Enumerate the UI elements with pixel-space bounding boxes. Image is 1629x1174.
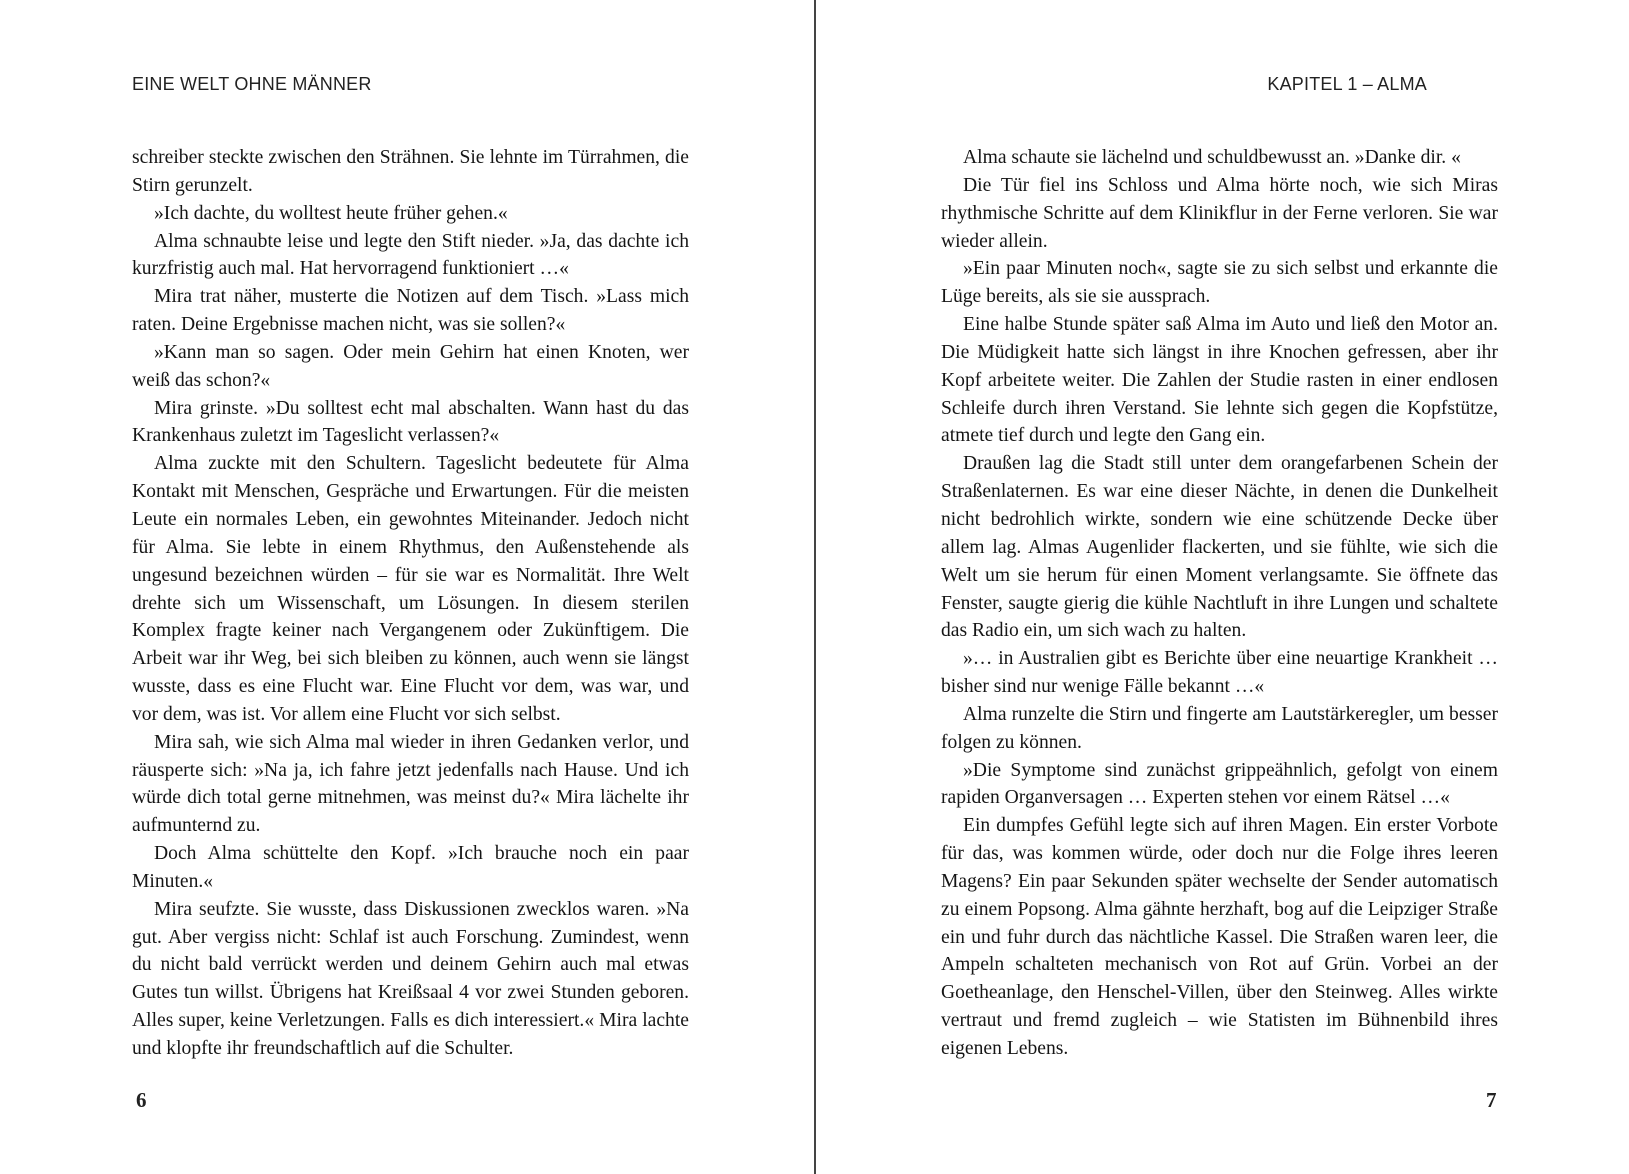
paragraph: Alma runzelte die Stirn und fingerte am Lautstärkeregler, um besser folgen zu können. [941,703,1498,753]
paragraph: Mira seufzte. Sie wusste, dass Diskussionen zwecklos waren. »Na gut. Aber vergiss nicht: Schlaf ist auch Forschung. Zumindest, wenn du nicht bald verrückt werden und deinem Gehirn auch mal etwas Gutes tun willst. Übrigens hat Kreißsaal 4 vor zwei Stunden geboren. Alles super, keine Verletzungen. Falls es dich interessiert.« Mira lachte und klopfte ihr freundschaftlich auf die Schulter. [132,898,689,1059]
paragraph: Alma schaute sie lächelnd und schuldbewusst an. »Danke dir. « [963,147,1461,168]
right-page [816,0,1629,1174]
page-number: 6 [136,1088,147,1112]
paragraph: »Ich dachte, du wolltest heute früher gehen.« [154,202,508,224]
running-head-chapter-title: KAPITEL 1 – ALMA [1267,74,1427,94]
paragraph: Draußen lag die Stadt still unter dem orangefarbenen Schein der Straßenlaternen. Es war eine dieser Nächte, in denen die Dunkelheit nicht bedrohlich wirkte, sondern wie eine schützende Decke über allem lag. Almas Augenlider flackerten, und sie fühlte, wie sich die Welt um sie herum für einen Moment verlangsamte. Sie öffnete das Fenster, saugte gierig die kühle Nachtluft in ihre Lungen und schaltete das Radio ein, um sich wach zu halten. [941,453,1498,642]
running-head-book-title: EINE WELT OHNE MÄNNER [132,74,372,94]
paragraph: Alma schnaubte leise und legte den Stift nieder. »Ja, das dachte ich kurzfristig auch mal. Hat hervorragend funktioniert …« [132,230,689,280]
paragraph: Alma zuckte mit den Schultern. Tageslicht bedeutete für Alma Kontakt mit Menschen, Gespräche und Erwartungen. Für die meisten Leute ein normales Leben, ein gewohntes Miteinander. Jedoch nicht für Alma. Sie lebte in einem Rhythmus, den Außenstehende als ungesund bezeichnen würden – für sie war es Normalität. Ihre Welt drehte sich um Wissenschaft, um Lösungen. In diesem sterilen Komplex fragte keiner nach Vergangenem oder Zukünftigem. Die Arbeit war ihr Weg, bei sich bleiben zu können, auch wenn sie längst wusste, dass es eine Flucht war. Eine Flucht vor dem, was war, und vor dem, was ist. Vor allem eine Flucht vor sich selbst. [132,453,689,725]
page-number: 7 [1486,1088,1497,1112]
left-page-body-text [132,144,689,1063]
paragraph: Mira grinste. »Du solltest echt mal abschalten. Wann hast du das Krankenhaus zuletzt im Tageslicht verlassen?« [132,397,689,447]
paragraph: »Ein paar Minuten noch«, sagte sie zu sich selbst und erkannte die Lüge bereits, als sie sie aussprach. [941,258,1498,308]
paragraph: Ein dumpfes Gefühl legte sich auf ihren Magen. Ein erster Vorbote für das, was kommen würde, oder doch nur die Folge ihres leeren Magens? Ein paar Sekunden später wechselte der Sender automatisch zu einem Popsong. Alma gähnte herzhaft, bog auf die Leipziger Straße ein und fuhr durch das nächtliche Kassel. Die Straßen waren leer, die Ampeln schalteten mechanisch von Rot auf Grün. Vorbei an der Goetheanlage, den Henschel-Villen, über den Steinweg. Alles wirkte vertraut und fremd zugleich – wie Statisten im Bühnenbild ihres eigenen Lebens. [941,815,1498,1059]
paragraph: Mira sah, wie sich Alma mal wieder in ihren Gedanken verlor, und räusperte sich: »Na ja, ich fahre jetzt jedenfalls nach Hause. Und ich würde dich total gerne mitnehmen, was meinst du?« Mira lächelte ihr aufmunternd zu. [132,731,689,837]
paragraph: »… in Australien gibt es Berichte über eine neuartige Krankheit … bisher sind nur wenige Fälle bekannt …« [941,648,1498,698]
paragraph: Doch Alma schüttelte den Kopf. »Ich brauche noch ein paar Minuten.« [132,843,689,892]
paragraph: schreiber steckte zwischen den Strähnen. Sie lehnte im Türrahmen, die Stirn gerunzelt. [132,147,689,196]
paragraph: Eine halbe Stunde später saß Alma im Auto und ließ den Motor an. Die Müdigkeit hatte sich längst in ihre Knochen gefressen, aber ihr Kopf arbeitete weiter. Die Zahlen der Studie rasten in einer endlosen Schleife durch ihren Verstand. Sie lehnte sich gegen die Kopfstütze, atmete tief durch und legte den Gang ein. [941,314,1498,447]
right-page-body-text [941,144,1498,1063]
paragraph: »Die Symptome sind zunächst grippeähnlich, gefolgt von einem rapiden Organversagen … Experten stehen vor einem Rätsel …« [941,759,1498,809]
paragraph: Die Tür fiel ins Schloss und Alma hörte noch, wie sich Miras rhythmische Schritte auf dem Klinikflur in der Ferne verloren. Sie war wieder allein. [941,174,1498,252]
paragraph: Mira trat näher, musterte die Notizen auf dem Tisch. »Lass mich raten. Deine Ergebnisse machen nicht, was sie sollen?« [132,286,689,336]
paragraph: »Kann man so sagen. Oder mein Gehirn hat einen Knoten, wer weiß das schon?« [132,341,689,391]
